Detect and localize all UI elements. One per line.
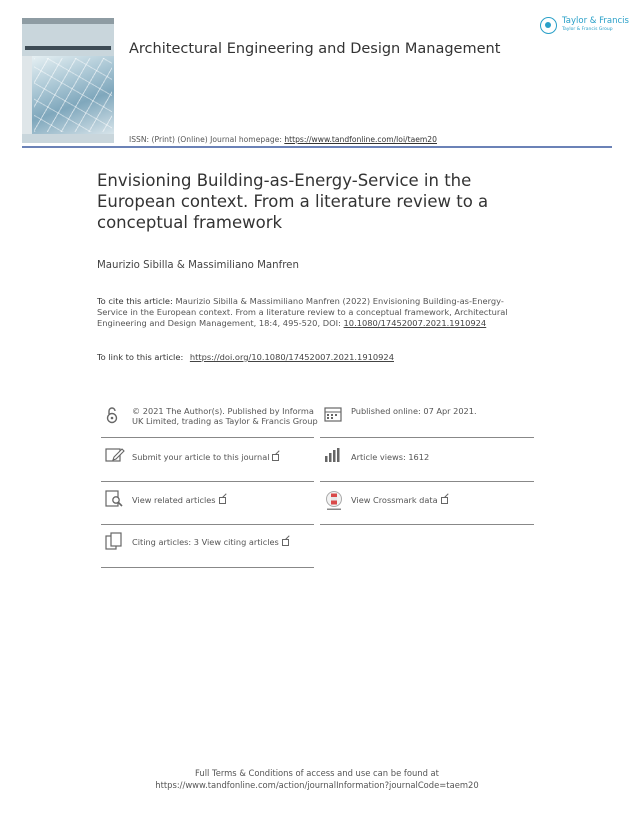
citing-articles-text: Citing articles: 3 View citing articles xyxy=(132,537,289,547)
divider xyxy=(101,567,314,568)
citation-text: Maurizio Sibilla & Massimiliano Manfren (2022) Envisioning Building-as-Energy-Service in the European context. From a literature review to a conceptual framework, Architectural Engineering and Design Management, 18:4, 495-520, DOI: xyxy=(97,296,508,329)
article-doi-link[interactable]: https://doi.org/10.1080/17452007.2021.1910924 xyxy=(189,352,394,362)
citation-block xyxy=(97,296,513,330)
article-title: Envisioning Building-as-Energy-Service in the European context. From a literature review to a conceptual framework xyxy=(97,171,489,232)
submit-edit-icon xyxy=(105,447,125,465)
divider xyxy=(101,437,314,438)
citing-articles-icon xyxy=(105,532,125,550)
external-link-icon xyxy=(272,454,279,461)
citing-articles-link[interactable] xyxy=(101,532,316,552)
bar-chart-icon xyxy=(324,447,344,465)
published-date xyxy=(320,406,535,426)
journal-title[interactable]: Architectural Engineering and Design Management xyxy=(129,41,501,57)
divider xyxy=(320,524,534,525)
related-search-icon xyxy=(105,490,125,508)
footer-terms: Full Terms & Conditions of access and use can be found at xyxy=(195,768,439,778)
external-link-icon xyxy=(441,497,448,504)
external-link-icon xyxy=(219,497,226,504)
article-views xyxy=(320,447,535,467)
article-link-label: To link to this article: xyxy=(97,352,184,362)
open-access-text: © 2021 The Author(s). Published by Informa UK Limited, trading as Taylor & Francis Group xyxy=(132,406,318,426)
submit-article-link[interactable] xyxy=(101,447,316,467)
calendar-icon xyxy=(324,406,344,424)
divider xyxy=(320,437,534,438)
cover-glass-grid xyxy=(34,58,112,132)
publisher-logo-mark xyxy=(540,17,557,34)
open-access-icon xyxy=(105,406,125,424)
crossmark-text: View Crossmark data xyxy=(351,495,448,505)
cover-side-panel xyxy=(22,56,32,134)
divider xyxy=(101,524,314,525)
cover-title-band xyxy=(25,46,111,50)
article-link-line xyxy=(97,352,394,362)
footer-terms-link[interactable]: https://www.tandfonline.com/action/journalInformation?journalCode=taem20 xyxy=(155,780,479,790)
related-articles-text: View related articles xyxy=(132,495,226,505)
article-views-text: Article views: 1612 xyxy=(351,452,430,462)
publisher-logo-name: Taylor & Francis xyxy=(562,16,629,26)
citation-label: To cite this article: xyxy=(97,296,173,306)
external-link-icon xyxy=(282,539,289,546)
related-articles-link[interactable] xyxy=(101,490,316,510)
journal-homepage-link[interactable]: https://www.tandfonline.com/loi/taem20 xyxy=(284,135,437,144)
publisher-logo-tag: Taylor & Francis Group xyxy=(562,27,613,32)
header-divider xyxy=(22,146,612,148)
publisher-logo[interactable] xyxy=(540,16,629,38)
submit-article-text: Submit your article to this journal xyxy=(132,452,279,462)
citation-doi-link[interactable]: 10.1080/17452007.2021.1910924 xyxy=(343,318,487,329)
journal-cover-image[interactable] xyxy=(22,18,114,143)
article-authors: Maurizio Sibilla & Massimiliano Manfren xyxy=(97,260,299,271)
crossmark-icon xyxy=(324,490,344,508)
divider xyxy=(320,481,534,482)
open-access-notice xyxy=(101,406,316,440)
issn-prefix: ISSN: (Print) (Online) Journal homepage: xyxy=(129,135,285,144)
published-date-text: Published online: 07 Apr 2021. xyxy=(351,406,477,416)
cover-strip xyxy=(22,18,114,24)
divider xyxy=(101,481,314,482)
crossmark-link[interactable] xyxy=(320,490,535,510)
issn-line xyxy=(129,135,437,144)
